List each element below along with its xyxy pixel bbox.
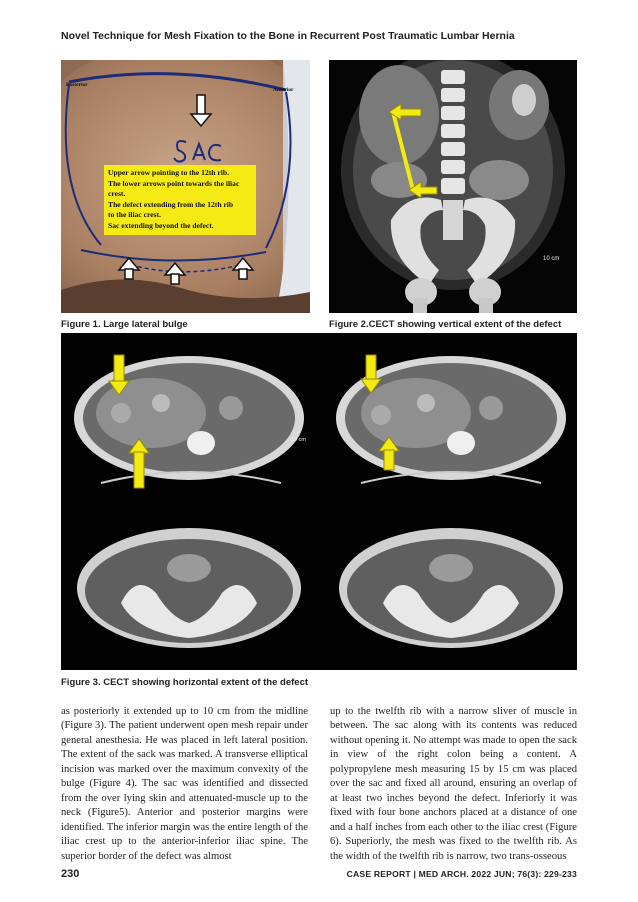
running-title: Novel Technique for Mesh Fixation to the Bone in Recurrent Post Traumatic Lumbar Hernia: [61, 30, 515, 42]
annotation-line: to the iliac crest.: [108, 210, 161, 220]
journal-citation: CASE REPORT | MED ARCH. 2022 JUN; 76(3): 229-233: [346, 869, 577, 879]
posterior-label: Posterior: [66, 82, 88, 88]
ct-slice-lower-right: [339, 528, 563, 648]
annotation-line: Upper arrow pointing to the 12th rib.: [108, 168, 230, 177]
annotation-line: The defect extending from the 12th rib: [108, 199, 234, 209]
figure-3-caption: Figure 3. CECT showing horizontal extent of the defect: [61, 677, 309, 688]
scale-label: 10 cm: [543, 256, 560, 262]
figure-1-caption: Figure 1. Large lateral bulge: [61, 319, 188, 330]
figure-2-ct-coronal: [329, 60, 577, 313]
annotation-line: crest.: [108, 189, 126, 199]
page-number: 230: [61, 868, 80, 880]
body-right-column: [330, 705, 577, 864]
figure-3-ct-axial: [61, 333, 577, 670]
paragraph: up to the twelfth rib with a narrow sliver of muscle in between. The sac along with its contents was reduced without opening it. No attempt was made to open the sack in view of the right colon being a content. A polypropylene mesh measuring 15 by 15 cm was placed over the sac and fixed all around, ensuring an overlap of at least two inches beyond the defect. Inferiorly it was fixed with four bone anchors placed at a distance of one and a half inches from each other to the iliac crest (Figure 6). Superiorly, the mesh was fixed to the twelfth rib. As the width of the twelfth rib is narrow, two trans-osseous: [330, 706, 577, 862]
ct-coronal-image: [329, 60, 577, 313]
anterior-label: Anterior: [273, 87, 294, 93]
figure-1-annotation: [104, 165, 256, 235]
annotation-line: The lower arrows point towards the iliac: [108, 178, 240, 188]
ct-axial-images: [61, 333, 577, 670]
ct-slice-lower-left: [77, 528, 301, 648]
body-left-column: [61, 705, 308, 864]
scale-label: 10 cm: [291, 437, 306, 443]
annotation-line: Sac extending beyond the defect.: [108, 220, 214, 230]
paragraph: as posteriorly it extended up to 10 cm from the midline (Figure 3). The patient underwent open mesh repair under general anesthesia. He was placed in left lateral position. The extent of the sack was marked. A transverse elliptical incision was marked over the maximum convexity of the bulge (Figure 4). The sac was identified and dissected from the over lying skin and attenuated-muscle up to the neck (Figure5). Anterior and posterior margins were identified. The inferior margin was the entire length of the iliac crest up to the anterior-inferior iliac spine. The superior border of the defect was almost: [61, 706, 308, 862]
figure-2-caption: Figure 2.CECT showing vertical extent of the defect: [329, 319, 562, 330]
figure-1-photo: [61, 60, 310, 313]
